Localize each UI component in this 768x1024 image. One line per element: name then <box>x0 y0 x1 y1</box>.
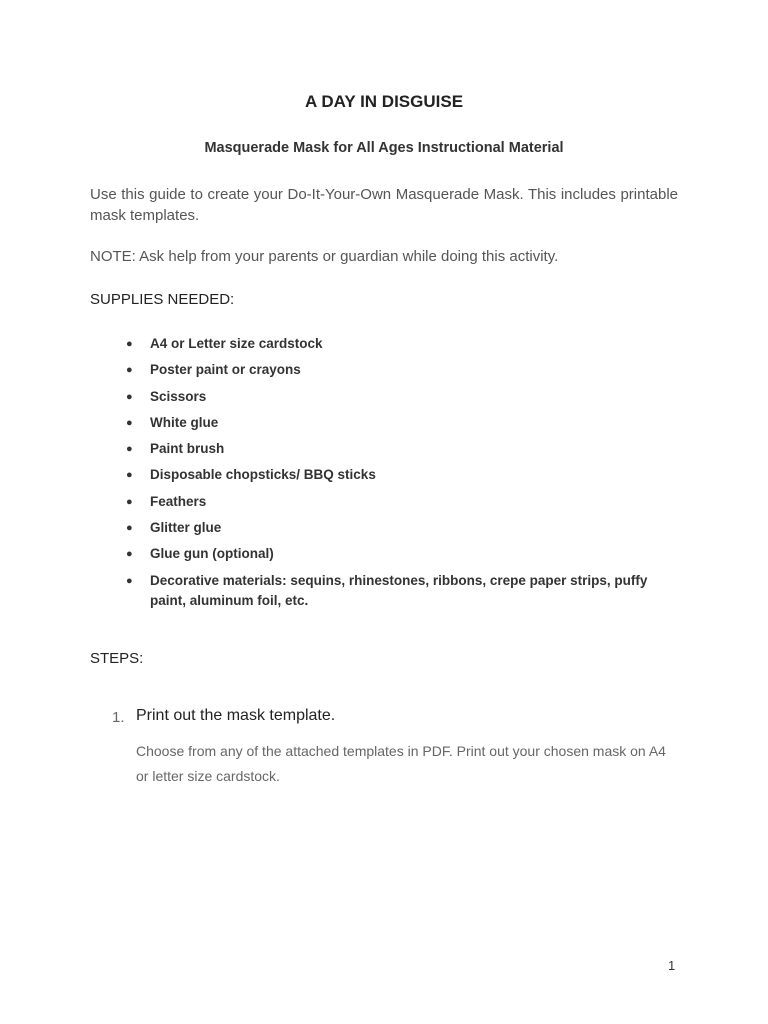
bullet-icon: ● <box>126 338 133 350</box>
supplies-list <box>124 334 664 617</box>
list-item <box>124 387 664 407</box>
page-number: 1 <box>668 958 676 973</box>
bullet-icon: ● <box>126 495 133 508</box>
supply-item-label: A4 or Letter size cardstock <box>150 336 323 351</box>
bullet-icon: ● <box>126 364 133 377</box>
supply-item-label: Paint brush <box>150 441 225 457</box>
list-item <box>124 492 664 512</box>
supply-item-label: White glue <box>150 414 219 430</box>
bullet-icon: ● <box>126 469 133 482</box>
steps-heading: STEPS: <box>90 650 144 667</box>
step-number: 1. <box>112 709 125 726</box>
list-item <box>124 571 664 611</box>
list-item <box>124 544 664 564</box>
bullet-icon: ● <box>126 443 133 456</box>
supply-item-label: Glue gun (optional) <box>150 546 274 562</box>
bullet-icon: ● <box>126 416 133 429</box>
step-description: Choose from any of the attached templates in PDF. Print out your chosen mask on A4 or letter size cardstock. <box>136 743 666 784</box>
supplies-heading: SUPPLIES NEEDED: <box>90 291 235 308</box>
supply-item-label: Feathers <box>150 493 207 509</box>
document-subtitle: Masquerade Mask for All Ages Instructional Material <box>204 140 564 156</box>
document-title: A DAY IN DISGUISE <box>304 92 464 111</box>
bullet-icon: ● <box>126 522 133 535</box>
supply-item-label: Glitter glue <box>150 520 222 536</box>
supply-item-label: Poster paint or crayons <box>150 362 301 378</box>
bullet-icon: ● <box>126 390 133 403</box>
supply-item-label: Disposable chopsticks/ BBQ sticks <box>150 467 376 483</box>
supply-item-label: Scissors <box>150 388 207 404</box>
bullet-icon: ● <box>126 548 133 561</box>
list-item <box>124 334 664 354</box>
list-item <box>124 413 664 433</box>
list-item <box>124 439 664 459</box>
list-item <box>124 465 664 485</box>
bullet-icon: ● <box>126 574 133 587</box>
step-title: Print out the mask template. <box>136 707 336 724</box>
supply-item-label: Decorative materials: sequins, rhinestones, ribbons, crepe paper strips, puffy paint, aluminum foil, etc. <box>150 572 648 608</box>
list-item <box>124 518 664 538</box>
list-item <box>124 360 664 380</box>
note-paragraph: NOTE: Ask help from your parents or guardian while doing this activity. <box>90 248 559 265</box>
intro-paragraph: Use this guide to create your Do-It-Your-Own Masquerade Mask. This includes printable mask templates. <box>90 186 678 224</box>
